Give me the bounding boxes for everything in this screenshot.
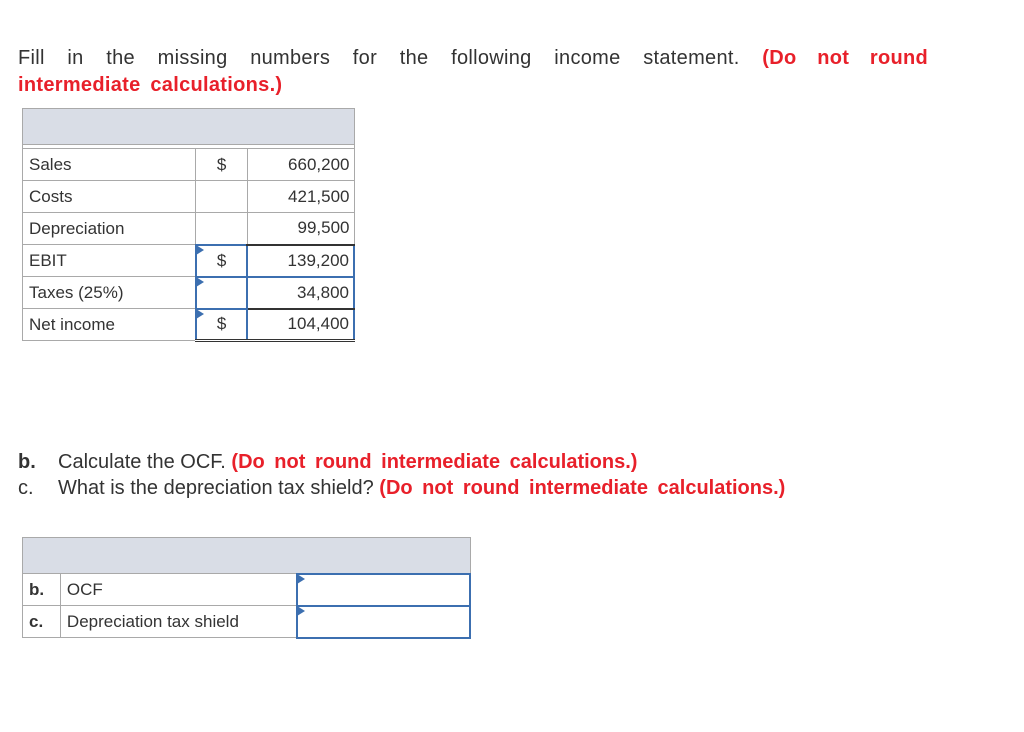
question-b	[18, 449, 637, 475]
row-value: 99,500	[247, 213, 354, 245]
taxes-value-input[interactable]: 34,800	[247, 277, 354, 309]
row-value: 660,200	[247, 149, 354, 181]
input-marker-icon	[297, 606, 305, 616]
row-label: Depreciation tax shield	[60, 606, 296, 638]
taxes-currency-input[interactable]	[196, 277, 248, 309]
table-header	[23, 538, 471, 574]
table-row-depreciation-tax-shield	[23, 606, 471, 638]
row-label: Depreciation	[23, 213, 196, 245]
row-label: Net income	[23, 309, 196, 341]
table-row-costs	[23, 181, 355, 213]
currency-symbol	[196, 181, 248, 213]
table-header	[23, 109, 355, 145]
table-row-net-income	[23, 309, 355, 341]
row-label: EBIT	[23, 245, 196, 277]
depreciation-tax-shield-input[interactable]	[297, 606, 470, 638]
row-label: Costs	[23, 181, 196, 213]
table-row-taxes	[23, 277, 355, 309]
row-value: 421,500	[247, 181, 354, 213]
table-row-depreciation	[23, 213, 355, 245]
question-c	[18, 475, 785, 501]
question-letter: c.	[18, 477, 34, 499]
currency-symbol: $	[196, 149, 248, 181]
instructions-text: Fill in the missing numbers for the following income statement.	[18, 47, 740, 69]
table-row-ebit	[23, 245, 355, 277]
input-marker-icon	[297, 574, 305, 584]
currency-symbol: $	[216, 250, 227, 270]
instructions-note: (Do not round intermediate calculations.)	[18, 47, 929, 96]
row-label: Sales	[23, 149, 196, 181]
income-statement-table	[22, 108, 355, 342]
ebit-currency-input[interactable]	[196, 245, 248, 277]
question-note: (Do not round intermediate calculations.)	[379, 477, 786, 499]
input-marker-icon	[196, 309, 204, 319]
row-label: OCF	[60, 574, 296, 606]
net-income-currency-input[interactable]	[196, 309, 248, 341]
table-row-ocf	[23, 574, 471, 606]
input-marker-icon	[196, 245, 204, 255]
row-letter: b.	[23, 574, 61, 606]
input-marker-icon	[196, 277, 204, 287]
table-row-sales	[23, 149, 355, 181]
net-income-value-input[interactable]: 104,400	[247, 309, 354, 341]
question-note: (Do not round intermediate calculations.)	[231, 451, 638, 473]
instructions	[18, 45, 928, 99]
ebit-value-input[interactable]: 139,200	[247, 245, 354, 277]
row-label: Taxes (25%)	[23, 277, 196, 309]
question-letter: b.	[18, 451, 36, 473]
ocf-input[interactable]	[297, 574, 470, 606]
row-letter: c.	[23, 606, 61, 638]
currency-symbol	[196, 213, 248, 245]
question-text: What is the depreciation tax shield?	[58, 477, 374, 499]
currency-symbol: $	[216, 314, 227, 334]
answer-table	[22, 537, 471, 639]
question-text: Calculate the OCF.	[58, 451, 226, 473]
